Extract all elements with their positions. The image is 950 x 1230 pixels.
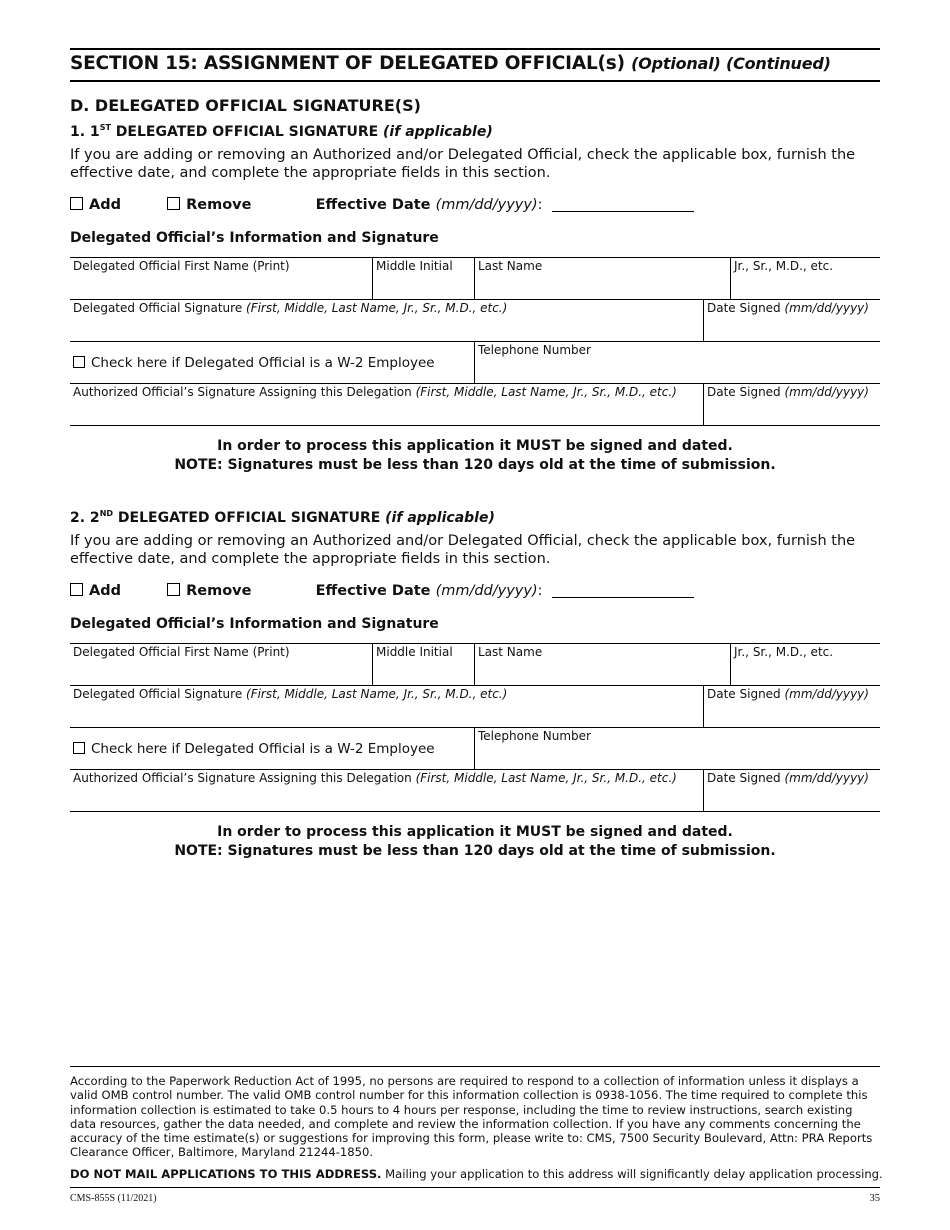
w2-checkbox[interactable]	[73, 742, 85, 754]
w2-employee-option[interactable]	[73, 355, 435, 371]
first-name-label: Delegated Official First Name (Print)	[73, 259, 290, 273]
section-header	[70, 48, 880, 82]
remove-checkbox[interactable]	[167, 197, 180, 210]
footer-divider	[70, 1066, 880, 1067]
delegated-signature-field[interactable]: Delegated Official Signature (First, Middle, Last Name, Jr., Sr., M.D., etc.)	[73, 687, 508, 701]
date-signed-field[interactable]: Date Signed (mm/dd/yyyy)	[707, 301, 869, 315]
first-name-field[interactable]	[70, 643, 372, 685]
delegated-signature-field[interactable]: Delegated Official Signature (First, Middle, Last Name, Jr., Sr., M.D., etc.)	[73, 301, 508, 315]
paperwork-notice: According to the Paperwork Reduction Act of 1995, no persons are required to respond to a collection of information unless it displays a valid OMB control number. The valid OMB control number for this information collection is 0938-1056. The time required to complete this information collection is estimated to take 0.5 hours to 4 hours per response, including the time to review instructions, search existing data resources, gather the data needed, and complete and review the information collection. If you have any comments concerning the accuracy of the time estimate(s) or suggestions for improving this form, please write to: CMS, 7500 Security Boulevard, Attn: PRA Reports Clearance Officer, Baltimore, Maryland 21244-1850.	[70, 1074, 873, 1160]
telephone-label: Telephone Number	[478, 343, 591, 357]
add-label: Add	[89, 197, 121, 213]
remove-label: Remove	[186, 197, 252, 213]
effective-date-label: Effective Date	[315, 583, 431, 599]
authorized-signature-field[interactable]: Authorized Official’s Signature Assigning this Delegation (First, Middle, Last Name, Jr., Sr., M.D., etc.)	[73, 385, 677, 399]
remove-checkbox[interactable]	[167, 583, 180, 596]
w2-checkbox[interactable]	[73, 356, 85, 368]
page-number: 35	[869, 1193, 880, 1204]
effective-date-field[interactable]	[552, 583, 694, 598]
effective-date-field[interactable]	[552, 197, 694, 212]
middle-initial-label: Middle Initial	[376, 259, 453, 273]
effective-date-label: Effective Date	[315, 197, 431, 213]
add-remove-row: Add Remove Effective Date (mm/dd/yyyy):	[70, 197, 694, 213]
last-name-label: Last Name	[478, 645, 543, 659]
add-checkbox[interactable]	[70, 197, 83, 210]
signature-notice: In order to process this application it MUST be signed and dated. NOTE: Signatures must be less than 120 days old at the time of submission.	[174, 824, 776, 859]
block-instructions: If you are adding or removing an Authorized and/or Delegated Official, check the applicable box, furnish the effective date, and complete the appropriate fields in this section.	[70, 533, 856, 567]
section-title-suffix: (Optional) (Continued)	[631, 54, 831, 73]
add-checkbox[interactable]	[70, 583, 83, 596]
section-title: SECTION 15: ASSIGNMENT OF DELEGATED OFFICIAL(s) (Optional) (Continued)	[70, 53, 831, 74]
block-heading: 1. 1ST DELEGATED OFFICIAL SIGNATURE (if applicable)	[70, 123, 493, 140]
middle-initial-field[interactable]	[373, 643, 474, 685]
telephone-label: Telephone Number	[478, 729, 591, 743]
last-name-field[interactable]	[475, 643, 730, 685]
signature-notice: In order to process this application it MUST be signed and dated. NOTE: Signatures must be less than 120 days old at the time of submission.	[174, 438, 776, 473]
authorized-date-signed-field[interactable]: Date Signed (mm/dd/yyyy)	[707, 385, 869, 399]
telephone-field[interactable]	[475, 341, 880, 383]
last-name-field[interactable]	[475, 257, 730, 299]
w2-label: Check here if Delegated Official is a W-2 Employee	[91, 741, 435, 757]
middle-initial-label: Middle Initial	[376, 645, 453, 659]
official-info-table	[70, 643, 880, 812]
first-name-field[interactable]	[70, 257, 372, 299]
add-remove-row: Add Remove Effective Date (mm/dd/yyyy):	[70, 583, 694, 599]
footer-bottom-rule	[70, 1187, 880, 1188]
w2-label: Check here if Delegated Official is a W-2 Employee	[91, 355, 435, 371]
remove-label: Remove	[186, 583, 252, 599]
suffix-field[interactable]	[731, 257, 880, 299]
authorized-date-signed-field[interactable]: Date Signed (mm/dd/yyyy)	[707, 771, 869, 785]
form-id: CMS-855S (11/2021)	[70, 1193, 157, 1204]
mailing-warning: DO NOT MAIL APPLICATIONS TO THIS ADDRESS. Mailing your application to this address will significantly delay application processing.	[70, 1167, 883, 1181]
first-name-label: Delegated Official First Name (Print)	[73, 645, 290, 659]
middle-initial-field[interactable]	[373, 257, 474, 299]
suffix-label: Jr., Sr., M.D., etc.	[734, 645, 834, 659]
telephone-field[interactable]	[475, 727, 880, 769]
official-info-table	[70, 257, 880, 426]
block-instructions: If you are adding or removing an Authorized and/or Delegated Official, check the applicable box, furnish the effective date, and complete the appropriate fields in this section.	[70, 147, 856, 181]
subsection-heading: D. DELEGATED OFFICIAL SIGNATURE(S)	[70, 96, 421, 115]
authorized-signature-field[interactable]: Authorized Official’s Signature Assigning this Delegation (First, Middle, Last Name, Jr., Sr., M.D., etc.)	[73, 771, 677, 785]
info-heading: Delegated Official’s Information and Signature	[70, 616, 439, 632]
suffix-label: Jr., Sr., M.D., etc.	[734, 259, 834, 273]
w2-employee-option[interactable]	[73, 741, 435, 757]
info-heading: Delegated Official’s Information and Signature	[70, 230, 439, 246]
date-signed-field[interactable]: Date Signed (mm/dd/yyyy)	[707, 687, 869, 701]
suffix-field[interactable]	[731, 643, 880, 685]
last-name-label: Last Name	[478, 259, 543, 273]
block-heading: 2. 2ND DELEGATED OFFICIAL SIGNATURE (if applicable)	[70, 509, 495, 526]
add-label: Add	[89, 583, 121, 599]
